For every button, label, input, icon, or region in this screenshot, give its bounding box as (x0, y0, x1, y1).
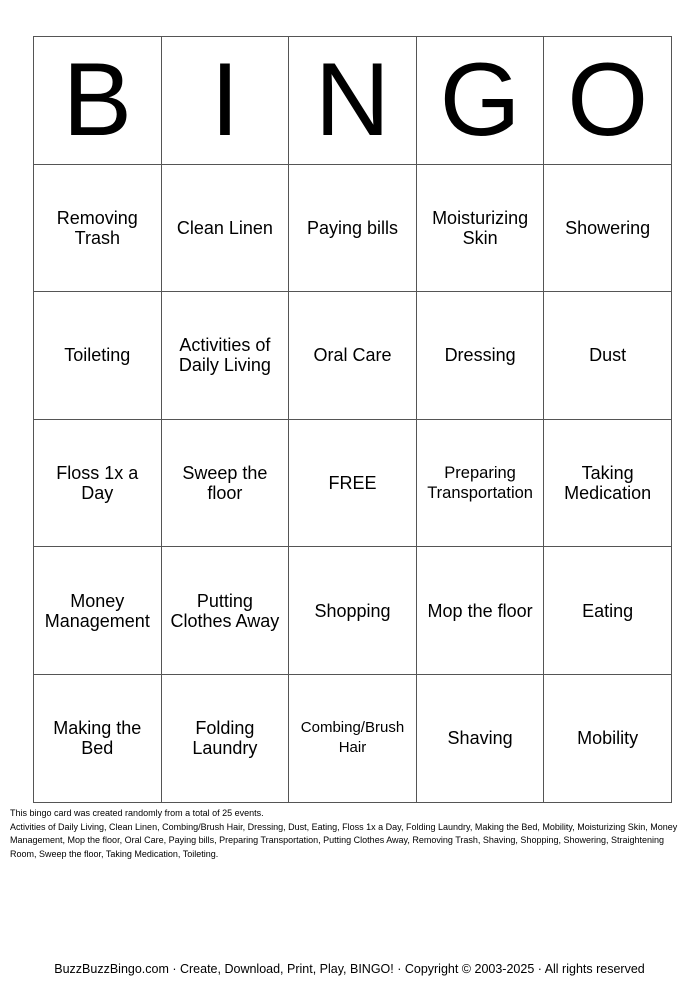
card-row (34, 419, 672, 547)
card-row (34, 164, 672, 292)
card-cell: Toileting (34, 292, 162, 420)
card-cell: Dressing (416, 292, 544, 420)
card-cell: Putting Clothes Away (161, 547, 289, 675)
card-cell: Clean Linen (161, 164, 289, 292)
header-letter-o: O (544, 37, 672, 165)
card-cell: Removing Trash (34, 164, 162, 292)
header-row (34, 37, 672, 165)
card-cell: Taking Medication (544, 419, 672, 547)
card-cell: Sweep the floor (161, 419, 289, 547)
card-cell: Combing/Brush Hair (289, 674, 417, 802)
card-cell: Oral Care (289, 292, 417, 420)
site-footer: BuzzBuzzBingo.com · Create, Download, Print, Play, BINGO! · Copyright © 2003-2025 · All rights reserved (54, 962, 645, 976)
header-letter-i: I (161, 37, 289, 165)
card-cell: Activities of Daily Living (161, 292, 289, 420)
card-cell: Dust (544, 292, 672, 420)
note-event-list: Activities of Daily Living, Clean Linen, Combing/Brush Hair, Dressing, Dust, Eating, Floss 1x a Day, Folding Laundry, Making the Bed, Mobility, Moisturizing Skin, Money Management, Mop the floor, Oral Care, Paying bills, Preparing Transportation, Putting Clothes Away, Removing Trash, Shaving, Shopping, Showering, Straightening Room, Sweep the floor, Taking Medication, Toileting. (10, 821, 678, 859)
card-row (34, 547, 672, 675)
card-row (34, 292, 672, 420)
card-cell: Making the Bed (34, 674, 162, 802)
header-letter-g: G (416, 37, 544, 165)
card-cell: Shaving (416, 674, 544, 802)
card-cell: Paying bills (289, 164, 417, 292)
card-cell: Preparing Transportation (416, 419, 544, 547)
bingo-card (33, 36, 672, 803)
note-summary: This bingo card was created randomly from a total of 25 events. (10, 808, 264, 818)
card-cell: Showering (544, 164, 672, 292)
card-cell: Eating (544, 547, 672, 675)
header-letter-b: B (34, 37, 162, 165)
card-cell: Shopping (289, 547, 417, 675)
header-letter-n: N (289, 37, 417, 165)
card-cell: Floss 1x a Day (34, 419, 162, 547)
card-row (34, 674, 672, 802)
card-info-note (10, 807, 690, 861)
card-cell: Mop the floor (416, 547, 544, 675)
card-cell: Folding Laundry (161, 674, 289, 802)
card-cell: Mobility (544, 674, 672, 802)
card-cell: Moisturizing Skin (416, 164, 544, 292)
card-cell: Money Management (34, 547, 162, 675)
free-cell: FREE (289, 419, 417, 547)
